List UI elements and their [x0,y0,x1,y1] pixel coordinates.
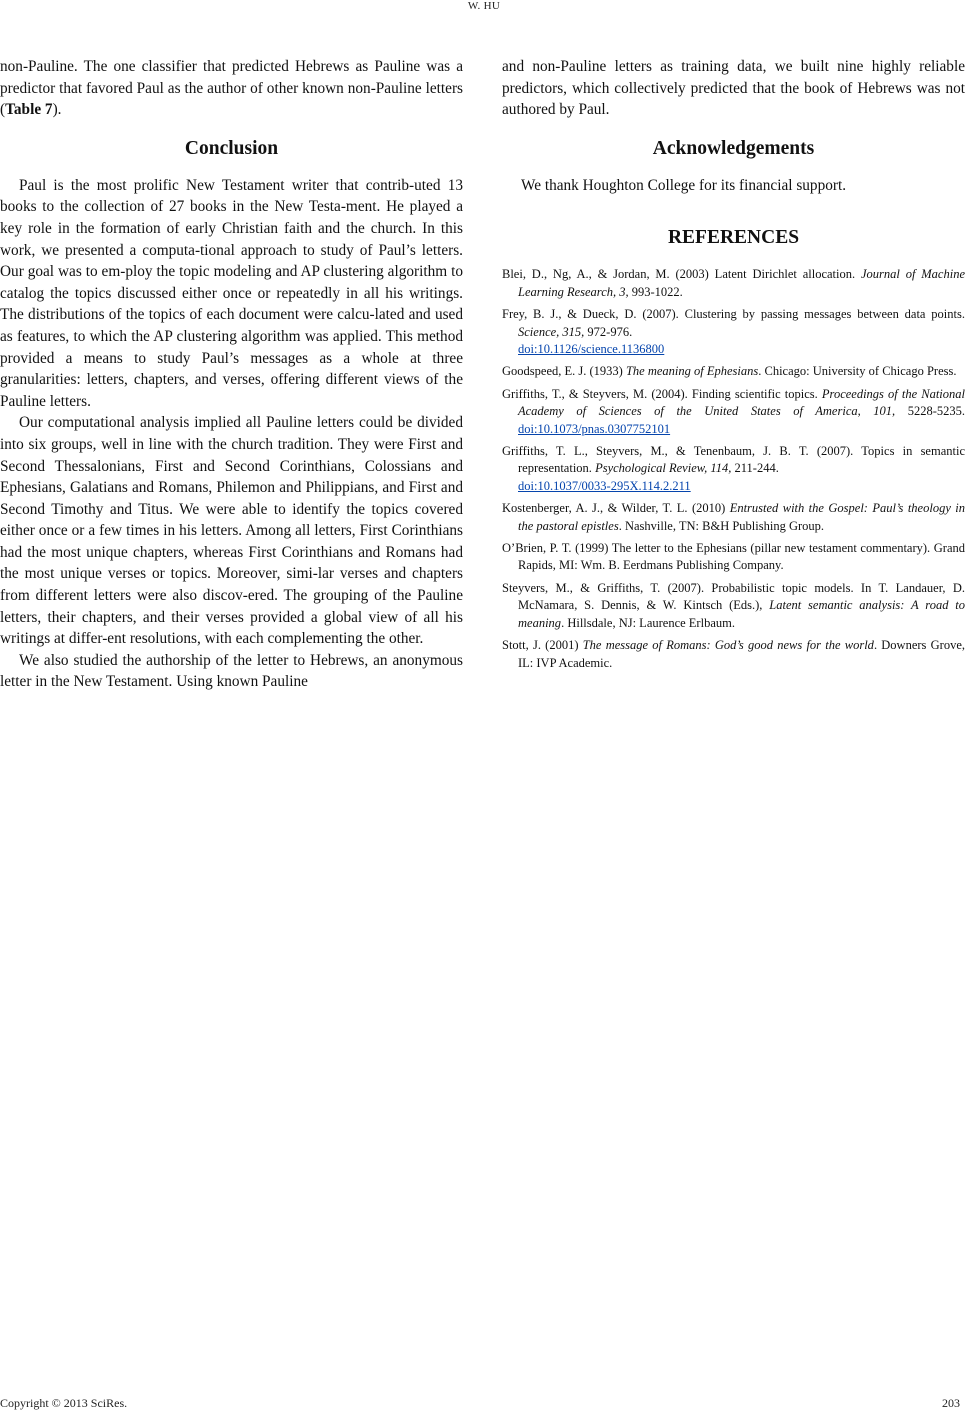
reference-text-end: . Chicago: University of Chicago Press. [758,364,957,379]
reference-text-end: 972-976. [584,324,633,339]
reference-source: Latent semantic analysis: A road to meaning [518,598,965,630]
reference-item [502,637,965,672]
reference-item [502,443,965,495]
reference-text: Goodspeed, E. J. (1933) [502,364,626,379]
reference-text-end: . Hillsdale, NJ: Laurence Erlbaum. [561,615,735,630]
doi-link[interactable]: doi:10.1037/0033-295X.114.2.211 [518,478,691,493]
intro-text-end: ). [52,101,62,119]
reference-source: Proceedings of the National Academy of Sciences of the United States of America, 101, [518,386,965,419]
reference-text: Blei, D., Ng, A., & Jordan, M. (2003) Latent Dirichlet allocation. [502,267,861,282]
page-number: 203 [942,1396,960,1410]
conclusion-heading: Conclusion [184,137,279,159]
reference-text: Griffiths, T., & Steyvers, M. (2004). Finding scientific topics. [502,386,822,401]
conclusion-paragraph-2: Our computational analysis implied all Pauline letters could be divided into six groups, well in line with the church tradition. They were First and Second Thessalonians, First and Second Corinthians, Colossians and Ephesians, Galatians and Romans, Philemon and Philippians, and First and Second Timothy and Titus. We were able to identify the topics covered either once or a few times in his letters. Among all letters, First Corinthians had the most unique chapters, whereas First Corinthians and Romans had the most unique verses or topics. Moreover, simi-lar verses and chapters from different letters were also discov-ered. The grouping of the Pauline letters, their chapters, and their verses provided a global view of all his writings at differ-ent resolutions, with each complementing the other. [0,414,463,648]
conclusion-paragraph-1: Paul is the most prolific New Testament writer that contrib-uted 13 books to the collection of 27 books in the New Testa-ment. He played a key role in the formation of early Christian faith and the church. In this work, we presented a computa-tional approach to study of Paul’s letters. Our goal was to em-ploy the topic modeling and AP clustering algorithm to catalog the topics discussed either once or repeatedly in all his writings. The distributions of the topics of each document were calcu-lated and used as features, to which the AP clustering algorithm was applied. This method provided a means to study Paul’s messages as a whole at three granularities: letters, chapters, and verses, offering different views of the Pauline letters. [0,176,463,410]
reference-list [502,266,965,672]
reference-text-end: 211-244. [731,461,779,476]
reference-text: Kostenberger, A. J., & Wilder, T. L. (2010) [502,501,730,516]
left-column [0,56,463,693]
reference-item [502,540,965,575]
doi-link[interactable]: doi:10.1073/pnas.0307752101 [518,421,671,436]
reference-text: Griffiths, T. L., Steyvers, M., & Tenenbaum, J. B. T. (2007). Topics in semantic representation. [502,444,965,476]
reference-source: Entrusted with the Gospel: Paul’s theology in the pastoral epistles [518,501,966,533]
doi-link[interactable]: doi:10.1126/science.1136800 [518,342,665,356]
acknowledgements-heading: Acknowledgements [652,137,815,159]
right-column [502,56,965,677]
acknowledgements-text: We thank Houghton College for its financial support. [521,176,847,194]
reference-source: Psychological Review, 114, [595,461,732,476]
reference-text-end: . Nashville, TN: B&H Publishing Group. [618,518,825,533]
reference-item [502,580,965,632]
intro-paragraph [0,56,463,121]
table-reference: Table 7 [5,101,53,119]
reference-source: Journal of Machine Learning Research, 3, [518,267,965,299]
reference-item [502,386,965,438]
reference-text: Frey, B. J., & Dueck, D. (2007). Clustering by passing messages between data points. [502,307,965,322]
copyright-footer: Copyright © 2013 SciRes. [0,1396,128,1410]
reference-source: The message of Romans: God’s good news for the world [582,638,874,653]
reference-text: Stott, J. (2001) [502,638,583,653]
reference-item [502,363,965,380]
reference-item [502,500,965,535]
continued-paragraph: and non-Pauline letters as training data, we built nine highly reliable predictors, which collectively predicted that the book of Hebrews was not authored by Paul. [502,58,965,119]
references-heading: REFERENCES [667,227,800,249]
conclusion-paragraph-3: We also studied the authorship of the letter to Hebrews, an anonymous letter in the New Testament. Using known Pauline [0,651,463,691]
reference-item [502,306,965,358]
running-head: W. HU [467,0,501,12]
reference-text-end: 5228-5235. [895,404,965,419]
reference-text: O’Brien, P. T. (1999) The letter to the Ephesians (pillar new testament commentary). Grand Rapids, MI: Wm. B. Eerdmans Publishing Company. [502,541,965,573]
reference-text-end: . Downers Grove, IL: IVP Academic. [518,638,965,670]
reference-item [502,266,965,301]
reference-source: Science, 315, [518,324,585,339]
reference-text: Steyvers, M., & Griffiths, T. (2007). Probabilistic topic models. In T. Landauer, D. McNamara, S. Dennis, & W. Kintsch (Eds.), [502,580,965,613]
reference-source: The meaning of Ephesians [625,364,759,379]
intro-text: non-Pauline. The one classifier that predicted Hebrews as Pauline was a predictor that favored Paul as the author of other known non-Pauline letters ( [0,58,463,119]
reference-text-end: 993-1022. [628,284,683,299]
